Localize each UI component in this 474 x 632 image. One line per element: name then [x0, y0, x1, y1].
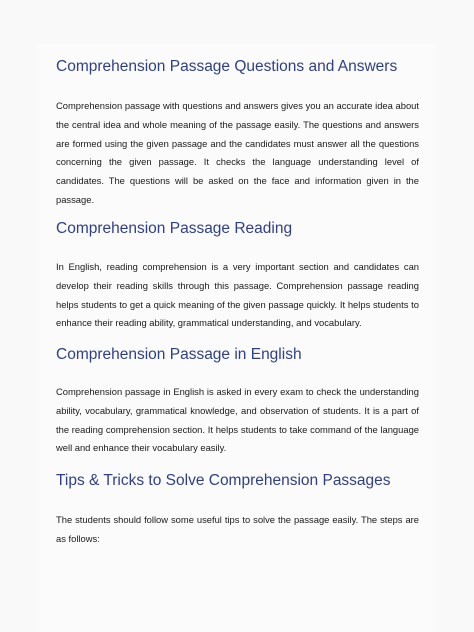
section-paragraph-reading: In English, reading comprehension is a very important section and candidates can develop their reading skills through this passage. Comprehension passage reading helps students to get a quick meaning of the given passage quickly. It helps students to enhance their reading ability, grammatical understanding, and vocabulary. [56, 261, 419, 329]
section-paragraph-in-english: Comprehension passage in English is asked in every exam to check the understanding ability, vocabulary, grammatical knowledge, and observation of students. It is a part of the reading comprehension section. It helps students to take command of the language well and enhance their vocabulary easily. [56, 386, 419, 454]
section-heading-reading: Comprehension Passage Reading [56, 220, 293, 237]
section-heading-questions-answers: Comprehension Passage Questions and Answers [56, 58, 398, 75]
section-paragraph-tips-tricks: The students should follow some useful tips to solve the passage easily. The steps are as follows: [56, 514, 419, 544]
section-heading-tips-tricks: Tips & Tricks to Solve Comprehension Passages [56, 472, 391, 489]
section-paragraph-questions-answers: Comprehension passage with questions and answers gives you an accurate idea about the central idea and whole meaning of the passage easily. The questions and answers are formed using the given passage and the candidates must answer all the questions concerning the given passage. It checks the language understanding level of candidates. The questions will be asked on the face and information given in the passage. [56, 100, 419, 205]
section-heading-in-english: Comprehension Passage in English [56, 346, 302, 363]
